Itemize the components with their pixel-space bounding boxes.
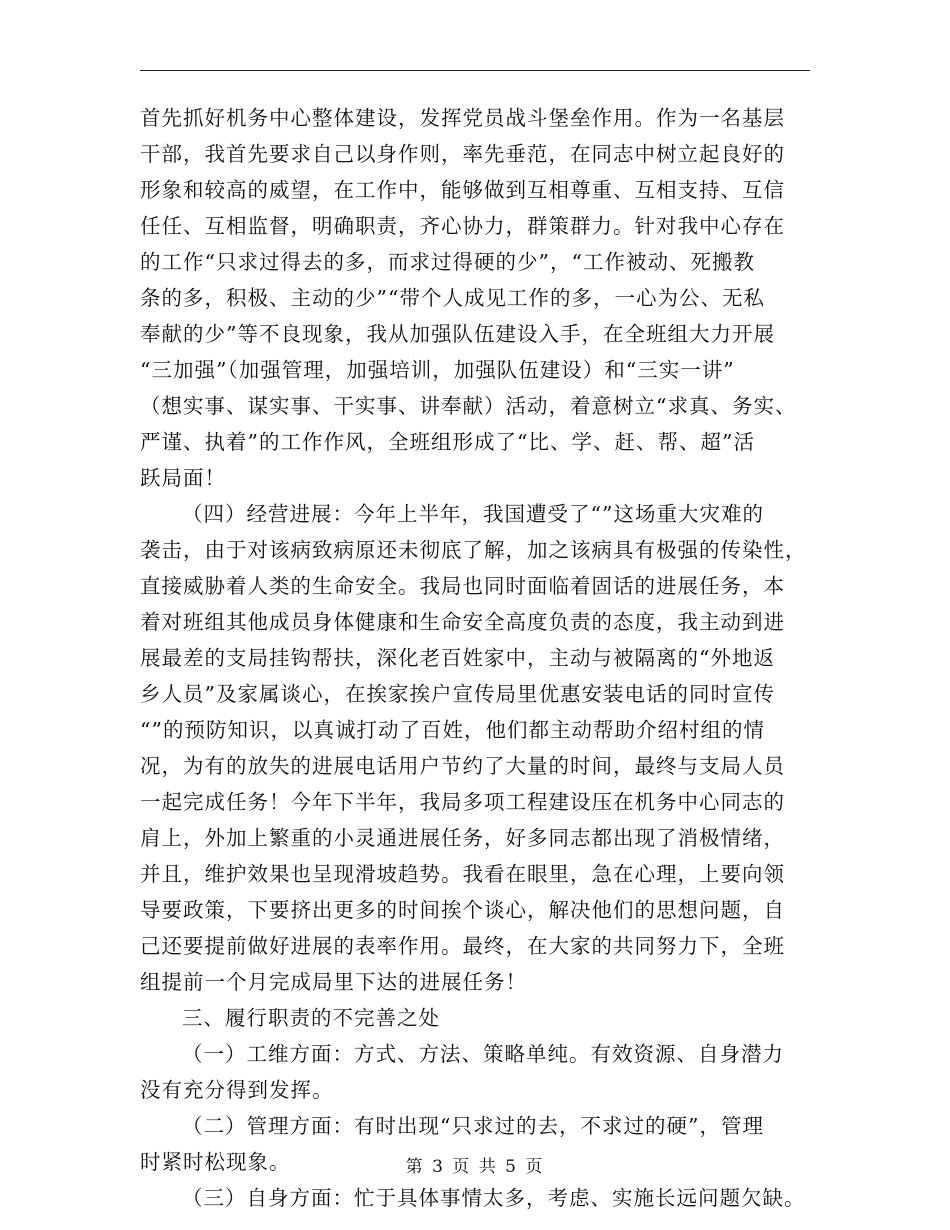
page-footer: 第 3 页 共 5 页 [405,1157,545,1177]
text-line: 着对班组其他成员身体健康和生命安全高度负责的态度，我主动到进 [140,610,785,634]
text-line: 跃局面！ [140,466,226,490]
text-line: 导要政策，下要挤出更多的时间挨个谈心，解决他们的思想问题，自 [140,898,785,922]
text-line: 乡人员”及家属谈心，在挨家挨户宣传局里优惠安装电话的同时宣传 [140,682,775,706]
text-line: （想实事、谋实事、干实事、讲奉献）活动，着意树立“求真、务实、 [140,394,797,418]
text-line: “三加强”（加强管理，加强培训，加强队伍建设）和“三实一讲” [140,358,735,382]
text-line: 时紧时松现象。 [140,1150,291,1174]
text-line: 况，为有的放失的进展电话用户节约了大量的时间，最终与支局人员 [140,754,785,778]
document-body [140,100,810,1216]
text-line: 条的多，积极、主动的少”“带个人成见工作的多，一心为公、无私 [140,286,765,310]
header-rule [140,70,810,71]
text-line: （二）管理方面：有时出现“只求过的去，不求过的硬”，管理 [182,1114,764,1138]
text-line: 严谨、执着”的工作作风，全班组形成了“比、学、赶、帮、超”活 [140,430,755,454]
text-line: 展最差的支局挂钩帮扶，深化老百姓家中，主动与被隔离的“外地返 [140,646,775,670]
text-line: 没有充分得到发挥。 [140,1078,334,1102]
text-line: 袭击，由于对该病致病原还未彻底了解，加之该病具有极强的传染性， [140,538,807,562]
text-line: 己还要提前做好进展的表率作用。最终，在大家的共同努力下，全班 [140,934,785,958]
text-line: 的工作“只求过得去的多，而求过得硬的少”，“工作被动、死搬教 [140,250,755,274]
text-line: 奉献的少”等不良现象，我从加强队伍建设入手，在全班组大力开展 [140,322,775,346]
text-line: 并且，维护效果也呈现滑坡趋势。我看在眼里，急在心理，上要向领 [140,862,785,886]
text-line: 组提前一个月完成局里下达的进展任务！ [140,970,527,994]
text-line: 任任、互相监督，明确职责，齐心协力，群策群力。针对我中心存在 [140,214,785,238]
text-line: 形象和较高的威望，在工作中，能够做到互相尊重、互相支持、互信 [140,178,785,202]
text-line: 干部，我首先要求自己以身作则，率先垂范，在同志中树立起良好的 [140,142,785,166]
text-line: 三、履行职责的不完善之处 [182,1006,440,1030]
text-line: 首先抓好机务中心整体建设，发挥党员战斗堡垒作用。作为一名基层 [140,106,785,130]
text-line: （一）工维方面：方式、方法、策略单纯。有效资源、自身潜力 [182,1042,784,1066]
text-line: 肩上，外加上繁重的小灵通进展任务，好多同志都出现了消极情绪， [140,826,785,850]
text-line: 直接威胁着人类的生命安全。我局也同时面临着固话的进展任务，本 [140,574,785,598]
text-line: （四）经营进展：今年上半年，我国遭受了“”这场重大灾难的 [182,502,764,526]
text-line: （三）自身方面：忙于具体事情太多，考虑、实施长远问题欠缺。 [182,1186,806,1210]
text-line: “”的预防知识，以真诚打动了百姓，他们都主动帮助介绍村组的情 [140,718,765,742]
text-line: 一起完成任务！今年下半年，我局多项工程建设压在机务中心同志的 [140,790,785,814]
